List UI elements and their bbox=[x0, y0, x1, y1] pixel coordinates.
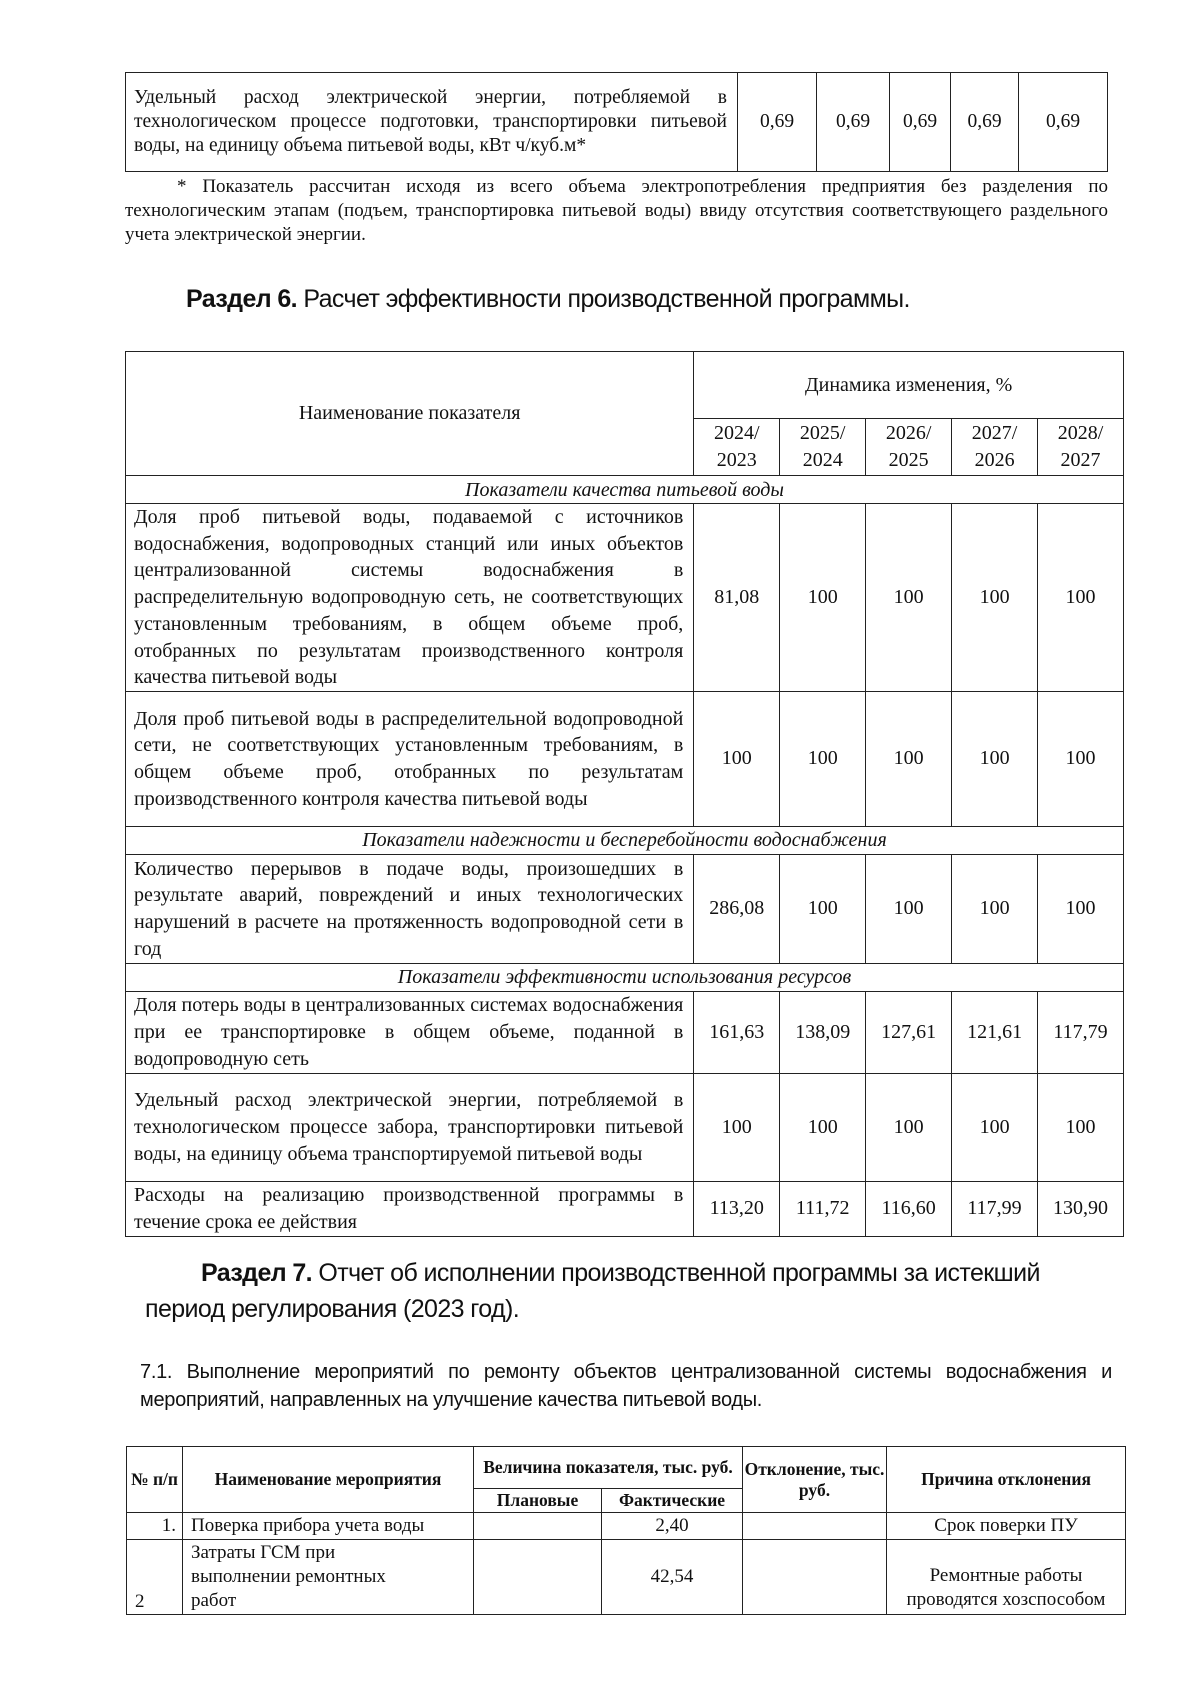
value-cell: 117,79 bbox=[1038, 991, 1124, 1073]
fact-value: 42,54 bbox=[602, 1540, 743, 1615]
footnote bbox=[125, 175, 1108, 247]
section-7-heading bbox=[145, 1255, 1115, 1327]
repair-activities-table bbox=[126, 1446, 1126, 1615]
value-cell: 100 bbox=[694, 691, 780, 826]
value-cell: 0,69 bbox=[1019, 73, 1108, 172]
indicator-name: Удельный расход электрической энергии, потребляемой в технологическом процессе подготовки, транспортировки питьевой воды, на единицу объема питьевой воды, кВт ч/куб.м* bbox=[126, 73, 738, 172]
value-cell: 100 bbox=[952, 691, 1038, 826]
value-cell: 121,61 bbox=[952, 991, 1038, 1073]
year-header: 2024/ 2023 bbox=[694, 419, 780, 476]
value-cell: 100 bbox=[866, 1073, 952, 1181]
value-cell: 100 bbox=[780, 854, 866, 963]
value-cell: 116,60 bbox=[866, 1181, 952, 1236]
deviation-value bbox=[743, 1540, 887, 1615]
deviation-reason: Ремонтные работы проводятся хозспособом bbox=[887, 1540, 1126, 1615]
column-header-fact: Фактические bbox=[602, 1489, 743, 1513]
indicator-name: Расходы на реализацию производственной программы в течение срока ее действия bbox=[126, 1181, 694, 1236]
value-cell: 100 bbox=[866, 691, 952, 826]
column-header-reason: Причина отклонения bbox=[887, 1447, 1126, 1513]
value-cell: 0,69 bbox=[951, 73, 1019, 172]
section-6-label: Раздел 6. bbox=[186, 285, 298, 313]
section-6-title: Расчет эффективности производственной программы. bbox=[297, 285, 910, 313]
value-cell: 0,69 bbox=[817, 73, 890, 172]
paragraph-7-1: 7.1. Выполнение мероприятий по ремонту объектов централизованной системы водоснабжения и мероприятий, направленных на улучшение качества питьевой воды. bbox=[140, 1361, 1112, 1411]
value-cell: 100 bbox=[866, 504, 952, 692]
table-row bbox=[126, 1181, 1124, 1236]
footnote-text: * Показатель рассчитан исходя из всего объема электропотребления предприятия без разделения по технологическим этапам (подъем, транспортировка питьевой воды) ввиду отсутствия соответствующего раздельного учета электрической энергии. bbox=[125, 176, 1108, 245]
table-row bbox=[127, 1540, 1126, 1615]
value-cell: 100 bbox=[694, 1073, 780, 1181]
value-cell: 127,61 bbox=[866, 991, 952, 1073]
value-cell: 138,09 bbox=[780, 991, 866, 1073]
value-cell: 286,08 bbox=[694, 854, 780, 963]
value-cell: 111,72 bbox=[780, 1181, 866, 1236]
indicator-name: Доля проб питьевой воды, подаваемой с источников водоснабжения, водопроводных станций или иных объектов централизованной системы водоснабжения в распределительную водопроводную сеть, не соответствующих установленным требованиям, в общем объеме проб, отобранных по результатам производственного контроля качества питьевой воды bbox=[126, 504, 694, 692]
table-row bbox=[126, 73, 1108, 172]
column-header-name: Наименование показателя bbox=[126, 352, 694, 476]
value-cell: 0,69 bbox=[738, 73, 817, 172]
group-row bbox=[126, 963, 1124, 991]
table-header-row bbox=[126, 352, 1124, 419]
year-header: 2026/ 2025 bbox=[866, 419, 952, 476]
value-cell: 100 bbox=[866, 854, 952, 963]
column-header-activity: Наименование мероприятия bbox=[183, 1447, 474, 1513]
column-header-plan: Плановые bbox=[474, 1489, 602, 1513]
year-header: 2025/ 2024 bbox=[780, 419, 866, 476]
table-row bbox=[126, 854, 1124, 963]
section-7-title: Отчет об исполнении производственной программы за истекший период регулирования (2023 год). bbox=[145, 1259, 1040, 1323]
value-cell: 100 bbox=[952, 504, 1038, 692]
table-row bbox=[126, 691, 1124, 826]
group-row bbox=[126, 476, 1124, 504]
indicator-name: Удельный расход электрической энергии, потребляемой в технологическом процессе забора, транспортировки питьевой воды, на единицу объема транспортируемой питьевой воды bbox=[126, 1073, 694, 1181]
value-cell: 100 bbox=[780, 1073, 866, 1181]
year-header: 2028/ 2027 bbox=[1038, 419, 1124, 476]
activity-name: Поверка прибора учета воды bbox=[183, 1513, 474, 1540]
value-cell: 0,69 bbox=[890, 73, 951, 172]
column-header-value: Величина показателя, тыс. руб. bbox=[474, 1447, 743, 1489]
column-header-number: № п/п bbox=[127, 1447, 183, 1513]
value-cell: 130,90 bbox=[1038, 1181, 1124, 1236]
table-row bbox=[126, 1073, 1124, 1181]
group-title: Показатели качества питьевой воды bbox=[126, 476, 1124, 504]
group-title: Показатели эффективности использования ресурсов bbox=[126, 963, 1124, 991]
column-header-deviation: Отклонение, тыс. руб. bbox=[743, 1447, 887, 1513]
indicator-name: Количество перерывов в подаче воды, произошедших в результате аварий, повреждений и иных технологических нарушений в расчете на протяженность водопроводной сети в год bbox=[126, 854, 694, 963]
value-cell: 100 bbox=[780, 691, 866, 826]
table-row bbox=[127, 1513, 1126, 1540]
deviation-reason: Срок поверки ПУ bbox=[887, 1513, 1126, 1540]
plan-value bbox=[474, 1513, 602, 1540]
value-cell: 100 bbox=[1038, 691, 1124, 826]
value-cell: 100 bbox=[780, 504, 866, 692]
plan-value bbox=[474, 1540, 602, 1615]
year-header: 2027/ 2026 bbox=[952, 419, 1038, 476]
row-number: 1. bbox=[127, 1513, 183, 1540]
section-7-label: Раздел 7. bbox=[201, 1259, 313, 1287]
value-cell: 113,20 bbox=[694, 1181, 780, 1236]
value-cell: 81,08 bbox=[694, 504, 780, 692]
section-6-heading bbox=[186, 285, 910, 314]
value-cell: 100 bbox=[1038, 854, 1124, 963]
row-number: 2 bbox=[127, 1540, 183, 1615]
efficiency-dynamics-table bbox=[125, 351, 1124, 1237]
efficiency-indicator-table-top bbox=[125, 72, 1108, 172]
indicator-name: Доля проб питьевой воды в распределительной водопроводной сети, не соответствующих установленным требованиям, в общем объеме проб, отобранных по результатам производственного контроля качества питьевой воды bbox=[126, 691, 694, 826]
value-cell: 100 bbox=[952, 854, 1038, 963]
activity-name: Затраты ГСМ при выполнении ремонтных работ bbox=[183, 1540, 474, 1615]
value-cell: 100 bbox=[1038, 504, 1124, 692]
group-row bbox=[126, 826, 1124, 854]
table-header-row bbox=[127, 1447, 1126, 1489]
group-title: Показатели надежности и бесперебойности водоснабжения bbox=[126, 826, 1124, 854]
indicator-name: Доля потерь воды в централизованных системах водоснабжения при ее транспортировке в общем объеме, поданной в водопроводную сеть bbox=[126, 991, 694, 1073]
deviation-value bbox=[743, 1513, 887, 1540]
value-cell: 100 bbox=[952, 1073, 1038, 1181]
table-row bbox=[126, 991, 1124, 1073]
value-cell: 161,63 bbox=[694, 991, 780, 1073]
value-cell: 100 bbox=[1038, 1073, 1124, 1181]
table-row bbox=[126, 504, 1124, 692]
column-header-dynamics: Динамика изменения, % bbox=[694, 352, 1124, 419]
fact-value: 2,40 bbox=[602, 1513, 743, 1540]
value-cell: 117,99 bbox=[952, 1181, 1038, 1236]
